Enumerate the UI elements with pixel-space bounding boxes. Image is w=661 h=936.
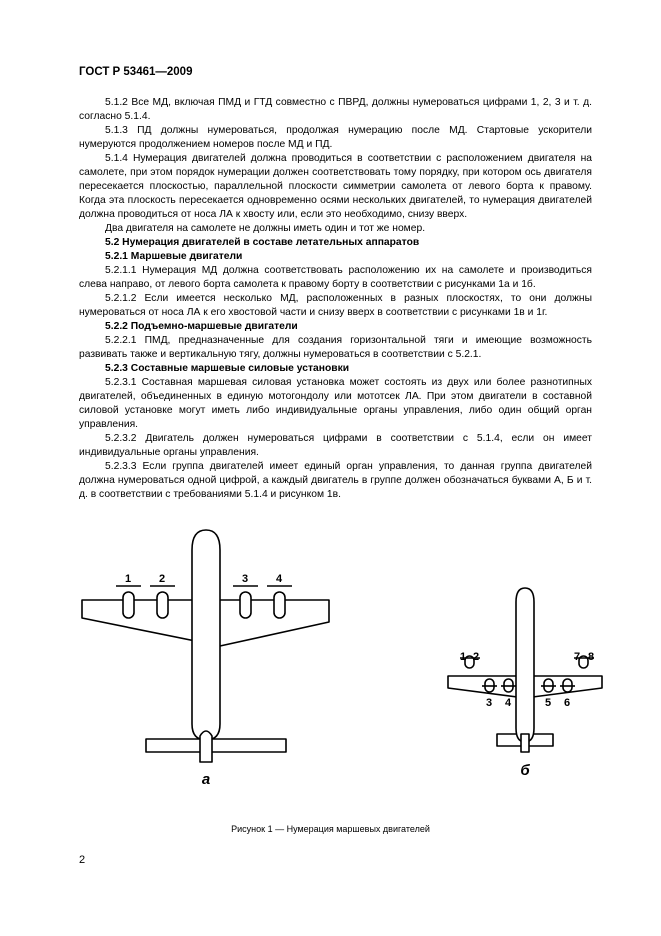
plane-b-number-7: 7 (573, 651, 581, 663)
plane-a-fuselage (192, 530, 220, 740)
plane-a-fin (200, 731, 212, 762)
plane-a-engine-4 (274, 592, 285, 618)
para-5-1-4: 5.1.4 Нумерация двигателей должна проводиться в соответствии с расположением двигателя на самолете, при этом порядок нумерации должен соответствовать тому порядку, при котором ось двигателя пересекается плоскостью, параллельной плоскости симметрии самолета от левого борта к правому. Когда эта плоскость пересекается одновременно осями нескольких двигателей, то нумерация двигателей должна проводиться от носа ЛА к хвосту или, если это необходимо, снизу вверх. (79, 153, 592, 220)
para-5-1-2: 5.1.2 Все МД, включая ПМД и ГТД совместно с ПВРД, должны нумероваться цифрами 1, 2, 3 и т. д. согласно 5.1.4. (79, 97, 592, 122)
plane-b-number-8: 8 (587, 651, 595, 663)
figure-1 (60, 528, 620, 798)
para-5-2-3-2: 5.2.3.2 Двигатель должен нумероваться цифрами в соответствии с 5.1.4, если он имеет индивидуальные органы управления. (79, 433, 592, 458)
figure-caption: Рисунок 1 — Нумерация маршевых двигателей (231, 824, 430, 834)
heading-5-2: 5.2 Нумерация двигателей в составе летательных аппаратов (105, 237, 420, 248)
figure-drawing (60, 528, 620, 798)
plane-b-label: б (520, 762, 530, 779)
plane-b-number-1: 1 (459, 651, 467, 663)
plane-b-number-3: 3 (485, 697, 493, 709)
heading-5-2-1: 5.2.1 Маршевые двигатели (105, 251, 243, 262)
para-5-1-3: 5.1.3 ПД должны нумероваться, продолжая нумерацию после МД. Стартовые ускорители нумеруются продолжением номеров после МД и ПД. (79, 125, 592, 150)
para-5-2-1-2: 5.2.1.2 Если имеется несколько МД, расположенных в разных плоскостях, то они должны нумероваться от носа ЛА к его хвостовой части и снизу вверх в соответствии с рисунками 1в и 1г. (79, 293, 592, 318)
para-two-engines: Два двигателя на самолете не должны иметь один и тот же номер. (105, 223, 426, 234)
plane-a-engine-2-number: 2 (158, 573, 166, 585)
plane-b-number-2: 2 (472, 651, 480, 663)
plane-a-engine-3 (240, 592, 251, 618)
plane-b-number-4: 4 (504, 697, 512, 709)
page-number: 2 (79, 854, 86, 866)
plane-a-engine-3-number: 3 (241, 573, 249, 585)
plane-a-label: а (201, 771, 211, 788)
plane-b-number-6: 6 (563, 697, 571, 709)
document-header: ГОСТ Р 53461—2009 (79, 66, 193, 78)
para-5-2-1-1: 5.2.1.1 Нумерация МД должна соответствовать расположению их на самолете и производиться слева направо, от левого борта самолета к правому борту в соответствии с рисунками 1а и 1б. (79, 265, 592, 290)
document-body (79, 96, 592, 502)
plane-a-engine-4-number: 4 (275, 573, 283, 585)
plane-a-engine-1 (123, 592, 134, 618)
heading-5-2-3: 5.2.3 Составные маршевые силовые установки (105, 363, 350, 374)
plane-a-engine-2 (157, 592, 168, 618)
plane-b-fuselage (516, 588, 534, 742)
para-5-2-3-1: 5.2.3.1 Составная маршевая силовая установка может состоять из двух или более разнотипных двигателей, объединенных в единую мотогондолу или мототсек ЛА. При этом двигатели в составной силовой установке могут иметь либо индивидуальные органы управления, либо один общий орган управления. (79, 377, 592, 430)
plane-a-engine-1-number: 1 (124, 573, 132, 585)
para-5-2-3-3: 5.2.3.3 Если группа двигателей имеет единый орган управления, то данная группа двигателей должна нумероваться одной цифрой, а каждый двигатель в группе должен обозначаться буквами А, Б и т. д. в соответствии с требованиями 5.1.4 и рисунком 1в. (79, 461, 592, 500)
plane-b-fin (521, 734, 529, 752)
heading-5-2-2: 5.2.2 Подъемно-маршевые двигатели (105, 321, 298, 332)
plane-b-number-5: 5 (544, 697, 552, 709)
plane-a-tailplane (146, 739, 286, 752)
para-5-2-2-1: 5.2.2.1 ПМД, предназначенные для создания горизонтальной тяги и имеющие возможность развивать также и вертикальную тягу, должны нумероваться в соответствии с 5.2.1. (79, 335, 592, 360)
